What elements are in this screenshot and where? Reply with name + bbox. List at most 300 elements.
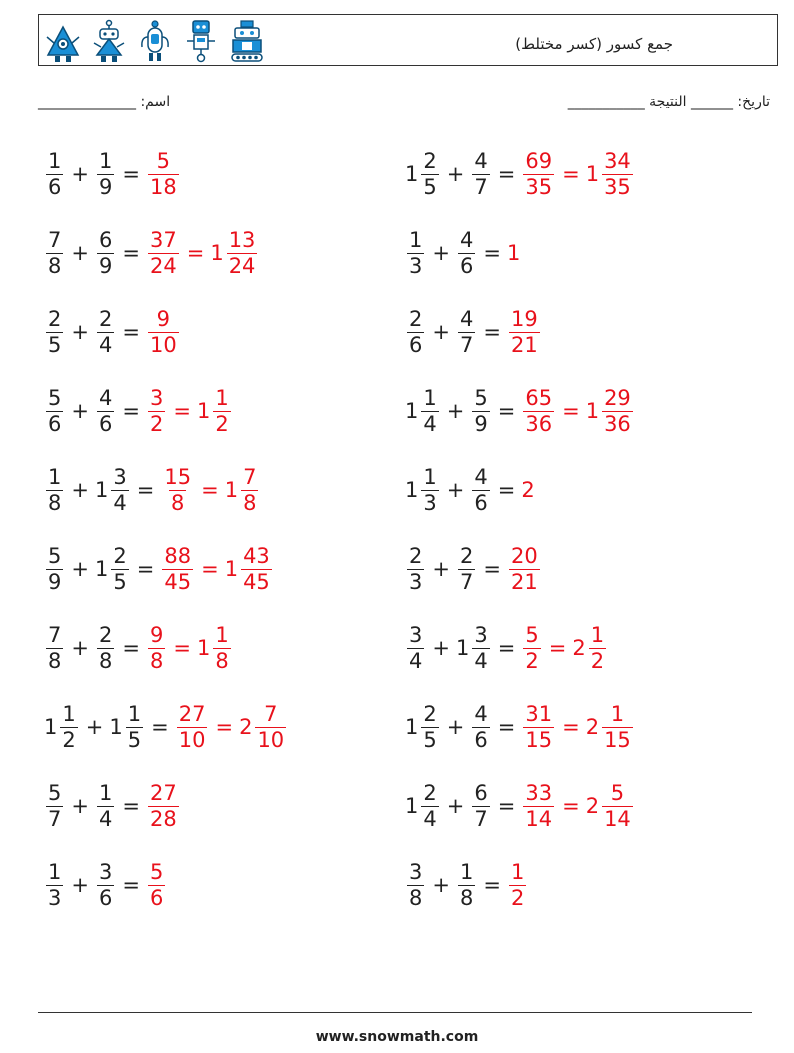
left-operand-value (405, 229, 426, 276)
right-operand-value (456, 624, 492, 671)
answer-value (146, 861, 167, 908)
answer-numerator: 7 (264, 702, 278, 727)
answer-denominator: 21 (510, 332, 538, 357)
right-operand-fraction (97, 150, 114, 197)
right-operand-numerator: 3 (113, 465, 127, 490)
equals-sign: = (122, 794, 140, 818)
answer-value (586, 387, 635, 434)
left-operand-whole: 1 (44, 715, 58, 739)
answer-value (146, 229, 181, 276)
left-operand-value (405, 308, 426, 355)
answer-fraction (523, 387, 554, 434)
answer-numerator: 3 (149, 386, 164, 411)
answer-whole: 2 (585, 715, 600, 739)
answer-numerator: 5 (149, 860, 164, 885)
answer-denominator: 8 (243, 490, 257, 515)
answer-numerator: 88 (164, 544, 192, 569)
right-operand-fraction (458, 229, 475, 276)
right-operand-value (95, 229, 116, 276)
answer (175, 703, 288, 750)
answer-numerator: 5 (610, 781, 625, 806)
left-operand-numerator: 2 (48, 307, 62, 332)
answer-value (146, 308, 181, 355)
answer-value (521, 387, 556, 434)
left-operand-numerator: 1 (62, 702, 76, 727)
right-operand-value (456, 545, 477, 592)
equals-sign: = (497, 715, 516, 739)
answer-denominator: 15 (525, 727, 553, 752)
answer-denominator: 35 (525, 174, 553, 199)
answer-fraction (213, 624, 230, 671)
answer-fraction (602, 782, 633, 829)
plus-sign: + (71, 557, 89, 581)
answer (146, 387, 233, 434)
answer-fraction (227, 229, 258, 276)
right-operand-denominator: 4 (474, 648, 488, 673)
right-operand-whole: 1 (455, 636, 470, 660)
answer-numerator: 27 (178, 702, 206, 727)
answer-value (197, 624, 233, 671)
problem-item (44, 854, 167, 916)
right-operand-value (470, 703, 491, 750)
equals-sign: = (122, 320, 140, 344)
plus-sign: + (71, 794, 89, 818)
plus-sign: + (446, 715, 465, 739)
left-operand-value (405, 150, 441, 197)
left-operand-denominator: 6 (48, 174, 62, 199)
right-operand-denominator: 6 (459, 253, 474, 278)
right-operand-value (95, 782, 116, 829)
answer-equals-sign: = (201, 478, 219, 502)
right-operand-fraction (472, 703, 489, 750)
right-operand-numerator: 4 (459, 228, 474, 253)
right-operand-fraction (458, 861, 475, 908)
answer-numerator: 37 (149, 228, 177, 253)
right-operand-fraction (458, 545, 475, 592)
right-operand-denominator: 8 (98, 648, 113, 673)
right-operand-denominator: 5 (127, 727, 142, 752)
right-operand-denominator: 6 (98, 411, 113, 436)
equals-sign: = (122, 399, 140, 423)
answer-numerator: 1 (510, 860, 525, 885)
left-operand-denominator: 6 (409, 332, 423, 357)
plus-sign: + (446, 794, 465, 818)
right-operand-fraction (111, 545, 128, 592)
answer-equals-sign: = (215, 715, 234, 739)
left-operand-denominator: 8 (48, 648, 62, 673)
left-operand-denominator: 3 (409, 253, 423, 278)
problem-item (405, 222, 521, 284)
answer (146, 624, 233, 671)
answer (507, 861, 528, 908)
answer-numerator: 69 (525, 149, 553, 174)
answer (521, 387, 634, 434)
problem-item (405, 696, 635, 758)
answer-numerator: 13 (228, 228, 256, 253)
left-operand-denominator: 9 (48, 569, 62, 594)
answer-numerator: 20 (510, 544, 538, 569)
answer-value (507, 545, 542, 592)
answer-numerator: 33 (525, 781, 553, 806)
left-operand-denominator: 7 (48, 806, 62, 831)
left-operand-fraction (46, 466, 63, 513)
left-operand-numerator: 7 (48, 228, 62, 253)
answer-numerator: 7 (243, 465, 257, 490)
answer-denominator: 10 (257, 727, 285, 752)
plus-sign: + (71, 399, 89, 423)
left-operand-numerator: 2 (423, 702, 437, 727)
right-operand-denominator: 6 (98, 885, 113, 910)
equals-sign: = (497, 478, 516, 502)
answer-fraction (509, 861, 526, 908)
left-operand-value (405, 387, 441, 434)
worksheet-title: جمع كسور (كسر مختلط) (515, 35, 673, 53)
right-operand-denominator: 7 (474, 806, 488, 831)
left-operand-denominator: 5 (48, 332, 62, 357)
equals-sign: = (122, 873, 140, 897)
answer-numerator: 5 (156, 149, 171, 174)
answer (521, 478, 535, 502)
answer-value (507, 241, 521, 265)
answer-value (521, 624, 542, 671)
equals-sign: = (497, 399, 516, 423)
plus-sign: + (71, 873, 89, 897)
name-field-label: اسم: ______________ (38, 94, 171, 110)
left-operand-value (405, 466, 441, 513)
left-operand-value (405, 545, 426, 592)
problem-item (405, 301, 542, 363)
right-operand-numerator: 1 (127, 702, 142, 727)
answer-denominator: 14 (604, 806, 631, 831)
answer (146, 229, 259, 276)
answer-whole: 2 (239, 715, 253, 739)
problem-item (44, 775, 181, 837)
answer-denominator: 2 (149, 411, 164, 436)
left-operand-value (405, 703, 441, 750)
answer-denominator: 45 (243, 569, 270, 594)
answer-numerator: 9 (156, 307, 171, 332)
answer-numerator: 43 (243, 544, 270, 569)
equals-sign: = (483, 320, 501, 344)
answer-fraction (177, 703, 208, 750)
answer-denominator: 8 (215, 648, 229, 673)
answer-whole: 2 (521, 478, 535, 502)
answer-equals-sign: = (173, 636, 191, 660)
right-operand-denominator: 7 (459, 569, 474, 594)
left-operand-value (44, 782, 65, 829)
answer-value (146, 150, 181, 197)
answer (521, 703, 634, 750)
right-operand-value (95, 466, 131, 513)
problem-item (405, 775, 635, 837)
right-operand-fraction (97, 308, 114, 355)
right-operand-numerator: 5 (474, 386, 488, 411)
answer (521, 782, 634, 829)
right-operand-value (95, 308, 116, 355)
equals-sign: = (483, 873, 501, 897)
right-operand-value (95, 150, 116, 197)
problem-item (44, 459, 260, 521)
left-operand-fraction (421, 150, 438, 197)
answer-value (239, 703, 288, 750)
left-operand-fraction (421, 703, 438, 750)
answer-fraction (523, 150, 554, 197)
answer-value (572, 624, 608, 671)
equals-sign: = (122, 162, 140, 186)
left-operand-denominator: 4 (409, 648, 423, 673)
answer-numerator: 27 (149, 781, 177, 806)
right-operand-fraction (472, 466, 489, 513)
answer-denominator: 10 (149, 332, 177, 357)
robot-2-icon (91, 19, 127, 63)
answer-fraction (509, 545, 540, 592)
answer-value (521, 703, 556, 750)
left-operand-denominator: 8 (48, 490, 62, 515)
answer-numerator: 1 (610, 702, 625, 727)
left-operand-fraction (421, 782, 438, 829)
right-operand-denominator: 5 (113, 569, 127, 594)
equals-sign: = (136, 478, 155, 502)
left-operand-fraction (46, 308, 63, 355)
equals-sign: = (497, 636, 516, 660)
answer-equals-sign: = (548, 636, 567, 660)
answer-denominator: 35 (604, 174, 631, 199)
right-operand-denominator: 8 (459, 885, 474, 910)
answer-denominator: 36 (604, 411, 631, 436)
answer-numerator: 15 (164, 465, 192, 490)
answer-equals-sign: = (173, 399, 191, 423)
answer (507, 241, 521, 265)
answer-value (160, 466, 195, 513)
left-operand-fraction (407, 624, 424, 671)
left-operand-denominator: 3 (423, 490, 437, 515)
right-operand-numerator: 1 (98, 781, 113, 806)
left-operand-denominator: 6 (48, 411, 62, 436)
answer-fraction (241, 466, 258, 513)
left-operand-value (44, 545, 65, 592)
answer-denominator: 18 (149, 174, 177, 199)
answer-whole: 1 (196, 399, 211, 423)
left-operand-fraction (46, 782, 63, 829)
equals-sign: = (497, 794, 516, 818)
answer-denominator: 2 (215, 411, 229, 436)
answer-fraction (523, 782, 554, 829)
answer-denominator: 2 (510, 885, 525, 910)
right-operand-value (109, 703, 145, 750)
right-operand-fraction (472, 387, 489, 434)
answer-denominator: 21 (510, 569, 538, 594)
right-operand-fraction (97, 229, 114, 276)
answer-value (160, 545, 195, 592)
answer (160, 466, 260, 513)
answer-value (225, 545, 274, 592)
answer-whole: 1 (585, 162, 600, 186)
left-operand-fraction (407, 229, 424, 276)
right-operand-value (95, 861, 116, 908)
answer (146, 308, 181, 355)
answer-fraction (523, 703, 554, 750)
answer-value (197, 387, 233, 434)
right-operand-numerator: 2 (98, 307, 113, 332)
answer-numerator: 1 (590, 623, 605, 648)
robot-3-icon (137, 19, 173, 63)
right-operand-value (456, 308, 477, 355)
right-operand-numerator: 2 (98, 623, 113, 648)
answer-numerator: 31 (525, 702, 553, 727)
left-operand-fraction (421, 387, 438, 434)
footer-url: www.snowmath.com (315, 1029, 479, 1045)
problem-item (405, 854, 528, 916)
problem-item (405, 617, 608, 679)
answer-whole: 1 (585, 399, 600, 423)
answer-whole: 1 (506, 241, 521, 265)
problem-item (44, 143, 181, 205)
answer-equals-sign: = (562, 162, 580, 186)
footer-divider (38, 1012, 752, 1013)
right-operand-value (95, 624, 116, 671)
right-operand-numerator: 3 (474, 623, 488, 648)
left-operand-denominator: 4 (423, 411, 437, 436)
answer-equals-sign: = (562, 399, 580, 423)
left-operand-denominator: 5 (423, 174, 437, 199)
right-operand-numerator: 6 (474, 781, 488, 806)
answer-fraction (589, 624, 606, 671)
left-operand-value (44, 308, 65, 355)
plus-sign: + (446, 162, 465, 186)
left-operand-fraction (46, 624, 63, 671)
left-operand-numerator: 2 (423, 149, 437, 174)
answer-equals-sign: = (562, 794, 580, 818)
right-operand-denominator: 9 (98, 174, 113, 199)
plus-sign: + (71, 320, 89, 344)
left-operand-fraction (60, 703, 77, 750)
right-operand-fraction (472, 782, 489, 829)
answer-fraction (148, 861, 165, 908)
plus-sign: + (446, 478, 465, 502)
answer-whole: 1 (224, 557, 239, 581)
left-operand-numerator: 1 (423, 386, 437, 411)
right-operand-denominator: 6 (474, 490, 488, 515)
answer-denominator: 24 (228, 253, 256, 278)
answer-fraction (148, 308, 179, 355)
right-operand-numerator: 6 (98, 228, 113, 253)
left-operand-denominator: 8 (48, 253, 62, 278)
left-operand-denominator: 5 (423, 727, 437, 752)
left-operand-numerator: 5 (48, 386, 62, 411)
answer-equals-sign: = (201, 557, 219, 581)
answer-value (507, 308, 542, 355)
answer-numerator: 29 (604, 386, 631, 411)
left-operand-numerator: 5 (48, 544, 62, 569)
left-operand-denominator: 3 (48, 885, 62, 910)
answer-fraction (241, 545, 272, 592)
answer (146, 782, 181, 829)
answer-value (146, 387, 167, 434)
right-operand-numerator: 2 (113, 544, 127, 569)
left-operand-value (405, 861, 426, 908)
problem-item (405, 143, 635, 205)
answer-fraction (602, 387, 633, 434)
answer-fraction (602, 703, 633, 750)
right-operand-denominator: 4 (98, 806, 113, 831)
right-operand-numerator: 3 (98, 860, 113, 885)
answer-denominator: 15 (604, 727, 631, 752)
left-operand-numerator: 1 (423, 465, 437, 490)
equals-sign: = (483, 557, 501, 581)
plus-sign: + (71, 241, 89, 265)
right-operand-numerator: 1 (459, 860, 474, 885)
answer-value (146, 624, 167, 671)
answer-whole: 1 (210, 241, 224, 265)
left-operand-numerator: 5 (48, 781, 62, 806)
right-operand-value (470, 150, 491, 197)
left-operand-whole: 1 (405, 162, 419, 186)
right-operand-value (470, 782, 491, 829)
answer-fraction (213, 387, 230, 434)
right-operand-value (456, 861, 477, 908)
left-operand-fraction (46, 861, 63, 908)
left-operand-whole: 1 (405, 794, 419, 818)
left-operand-value (44, 624, 65, 671)
answer (521, 150, 634, 197)
answer-denominator: 14 (525, 806, 553, 831)
answer-value (175, 703, 210, 750)
left-operand-value (44, 466, 65, 513)
left-operand-numerator: 3 (409, 623, 423, 648)
left-operand-denominator: 4 (423, 806, 437, 831)
left-operand-fraction (407, 545, 424, 592)
plus-sign: + (71, 162, 89, 186)
left-operand-fraction (46, 387, 63, 434)
left-operand-value (405, 782, 441, 829)
problem-item (405, 459, 536, 521)
left-operand-numerator: 7 (48, 623, 62, 648)
answer-numerator: 19 (510, 307, 538, 332)
answer-denominator: 8 (149, 648, 164, 673)
answer-fraction (148, 387, 165, 434)
left-operand-numerator: 2 (409, 544, 423, 569)
right-operand-numerator: 4 (474, 149, 488, 174)
right-operand-numerator: 4 (474, 465, 488, 490)
answer-whole: 1 (196, 636, 211, 660)
answer-denominator: 28 (149, 806, 177, 831)
answer-fraction (255, 703, 286, 750)
robot-icons-strip (45, 19, 265, 63)
left-operand-fraction (46, 229, 63, 276)
answer-fraction (162, 466, 193, 513)
left-operand-denominator: 3 (409, 569, 423, 594)
answer-denominator: 2 (590, 648, 605, 673)
right-operand-fraction (97, 387, 114, 434)
right-operand-denominator: 6 (474, 727, 488, 752)
answer-value (146, 782, 181, 829)
robot-5-icon (229, 19, 265, 63)
answer-value (586, 703, 635, 750)
answer-numerator: 9 (149, 623, 164, 648)
answer-fraction (148, 150, 179, 197)
answer-fraction (148, 229, 179, 276)
answer (507, 308, 542, 355)
right-operand-value (95, 387, 116, 434)
robot-4-icon (183, 19, 219, 63)
left-operand-denominator: 8 (409, 885, 423, 910)
plus-sign: + (432, 557, 450, 581)
answer-denominator: 8 (171, 490, 185, 515)
left-operand-value (44, 229, 65, 276)
left-operand-whole: 1 (405, 399, 419, 423)
plus-sign: + (71, 478, 89, 502)
answer-numerator: 5 (525, 623, 539, 648)
